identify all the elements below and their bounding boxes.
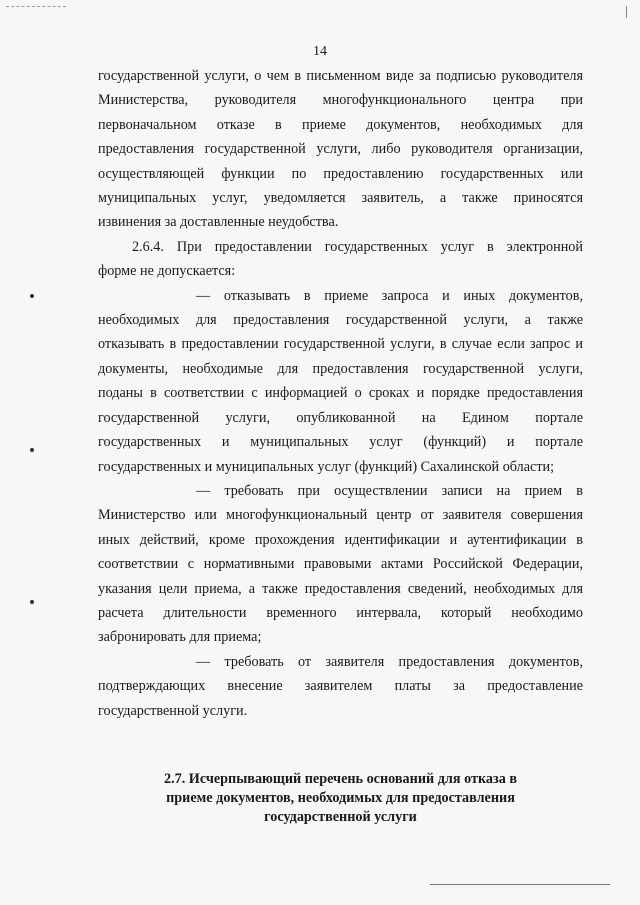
scan-dot	[30, 600, 34, 604]
scan-artifact-dash	[6, 6, 66, 8]
text-line: государственной услуги, опубликованной на Едином портале	[98, 409, 583, 426]
heading-line: государственной услуги	[264, 809, 417, 825]
text-line: первоначальном отказе в приеме документов, необходимых для	[98, 116, 583, 133]
text-line: необходимых для предоставления государственной услуги, а также	[98, 312, 583, 329]
text-line: поданы в соответствии с информацией о сроках и порядке предоставления	[98, 385, 583, 402]
text-line: государственных и муниципальных услуг (функций) Сахалинской области;	[98, 458, 555, 475]
paragraph-refusal-apology	[98, 64, 583, 235]
paragraph-payment-docs	[98, 650, 583, 723]
text-line: государственной услуги.	[98, 702, 248, 719]
scan-artifact-tick	[626, 6, 627, 18]
heading-line: 2.7. Исчерпывающий перечень оснований для отказа в	[163, 771, 518, 787]
text-line: — отказывать в приеме запроса и иных документов,	[196, 287, 583, 304]
text-line: осуществляющей функции по предоставлению государственных или	[98, 165, 583, 182]
text-line: иных действий, кроме прохождения идентификации и аутентификации в	[98, 531, 583, 548]
text-line: соответствии с нормативными правовыми актами Российской Федерации,	[98, 556, 583, 573]
footer-rule	[430, 884, 610, 885]
body-text	[98, 64, 583, 723]
heading-line: приеме документов, необходимых для предоставления	[166, 790, 515, 806]
text-line: предоставления государственной услуги, либо руководителя организации,	[98, 141, 583, 158]
section-heading-2-7	[98, 770, 583, 827]
text-line: расчета длительности временного интервала, который необходимо	[98, 604, 583, 621]
text-line: указания цели приема, а также предоставления сведений, необходимых для	[98, 580, 583, 597]
text-line: форме не допускается:	[98, 263, 236, 280]
text-line: отказывать в предоставлении государственной услуги, в случае если запрос и	[98, 336, 583, 353]
text-line: государственных и муниципальных услуг (функций) и портале	[98, 434, 583, 451]
text-line: извинения за доставленные неудобства.	[98, 214, 339, 231]
paragraph-refuse-request	[98, 284, 583, 479]
paragraph-2-6-4	[98, 235, 583, 284]
text-line: — требовать от заявителя предоставления документов,	[196, 653, 583, 670]
text-line: подтверждающих внесение заявителем платы за предоставление	[98, 678, 583, 695]
text-line: забронировать для приема;	[98, 629, 262, 646]
text-line: документы, необходимые для предоставления государственной услуги,	[98, 360, 583, 377]
scan-dot	[30, 448, 34, 452]
text-line: Министерство или многофункциональный центр от заявителя совершения	[98, 507, 583, 524]
page-number: 14	[313, 44, 327, 59]
text-line: Министерства, руководителя многофункционального центра при	[98, 92, 583, 109]
text-line: государственной услуги, о чем в письменном виде за подписью руководителя	[98, 68, 583, 84]
text-line: 2.6.4. При предоставлении государственных услуг в электронной	[132, 238, 583, 255]
scan-dot	[30, 294, 34, 298]
text-line: муниципальных услуг, уведомляется заявитель, а также приносятся	[98, 190, 583, 207]
paragraph-appointment	[98, 479, 583, 650]
text-line: — требовать при осуществлении записи на прием в	[196, 482, 583, 499]
